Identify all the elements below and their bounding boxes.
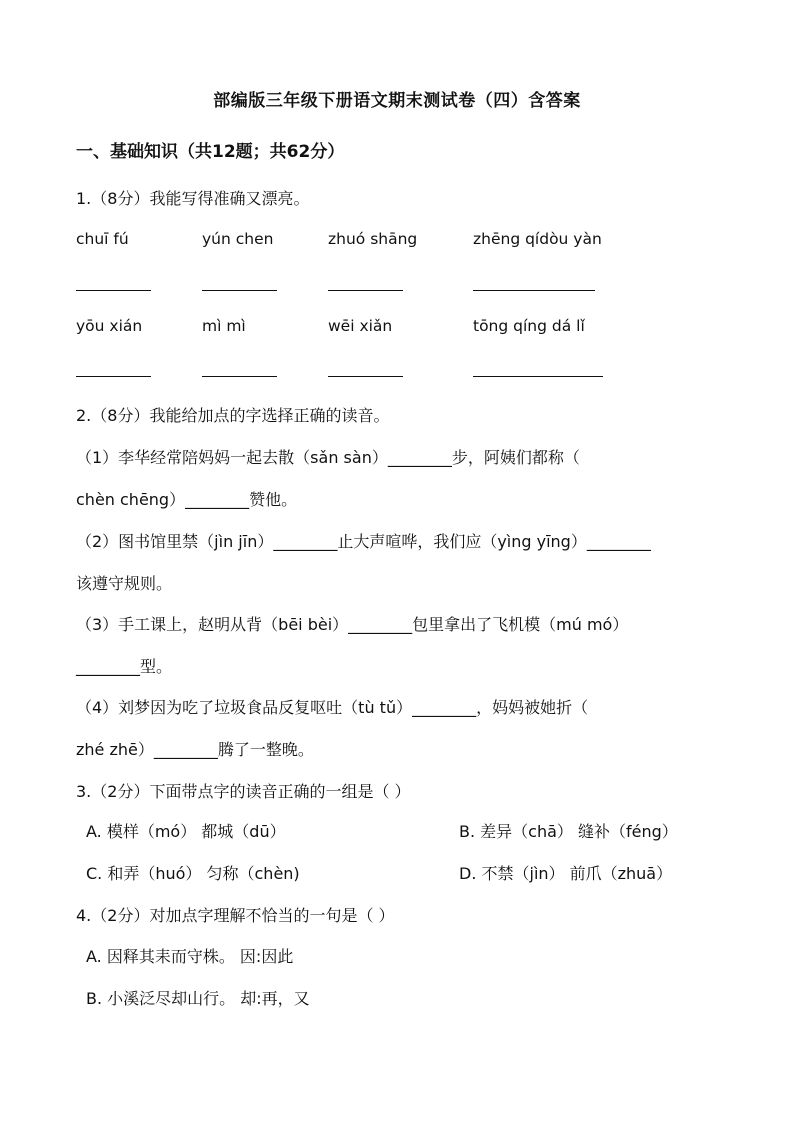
q1-pinyin-7: wēi xiǎn: [328, 317, 393, 335]
q3-option-b[interactable]: B. 差异（chā） 缝补（féng）: [459, 822, 678, 841]
q1-answer-blank-8[interactable]: [473, 376, 603, 377]
q2-item3-line2: ________型。: [76, 657, 173, 676]
q1-pinyin-2: yún chen: [202, 230, 274, 248]
q3-option-d[interactable]: D. 不禁（jìn） 前爪（zhuā）: [459, 864, 673, 883]
q4-option-b[interactable]: B. 小溪泛尽却山行。 却:再，又: [86, 989, 310, 1008]
q1-pinyin-6: mì mì: [202, 317, 246, 335]
q1-pinyin-3: zhuó shāng: [328, 230, 418, 248]
q2-item1-line2: chèn chēng）________赞他。: [76, 490, 298, 509]
q2-item4-line1: （4）刘梦因为吃了垃圾食品反复呕吐（tù tǔ）________，妈妈被她折（: [76, 698, 589, 717]
q1-answer-blank-7[interactable]: [328, 376, 403, 377]
q1-answer-blank-5[interactable]: [76, 376, 151, 377]
q2-stem: 2.（8分）我能给加点的字选择正确的读音。: [76, 406, 390, 425]
q3-option-c[interactable]: C. 和弄（huó） 匀称（chèn): [86, 864, 300, 883]
q3-option-a[interactable]: A. 模样（mó） 都城（dū）: [86, 822, 286, 841]
q2-item4-line2: zhé zhē）________腾了一整晚。: [76, 740, 314, 759]
q2-item2-line2: 该遵守规则。: [76, 574, 173, 593]
q4-stem: 4.（2分）对加点字理解不恰当的一句是（ ）: [76, 906, 395, 925]
q3-stem: 3.（2分）下面带点字的读音正确的一组是（ ）: [76, 782, 411, 801]
q1-stem: 1.（8分）我能写得准确又漂亮。: [76, 189, 310, 208]
q1-pinyin-4: zhēng qídòu yàn: [473, 230, 602, 248]
q1-answer-blank-2[interactable]: [202, 290, 277, 291]
q1-pinyin-5: yōu xián: [76, 317, 143, 335]
q2-item2-line1: （2）图书馆里禁（jìn jīn）________止大声喧哗，我们应（yìng yīng）________: [76, 532, 651, 551]
section-heading: 一、基础知识（共12题；共62分）: [76, 142, 345, 162]
q2-item1-line1: （1）李华经常陪妈妈一起去散（sǎn sàn）________步，阿姨们都称（: [76, 448, 580, 467]
page-title: 部编版三年级下册语文期末测试卷（四）含答案: [213, 91, 581, 111]
q1-answer-blank-3[interactable]: [328, 290, 403, 291]
q1-answer-blank-1[interactable]: [76, 290, 151, 291]
q1-answer-blank-4[interactable]: [473, 290, 595, 291]
q4-option-a[interactable]: A. 因释其耒而守株。 因:因此: [86, 947, 294, 966]
q1-answer-blank-6[interactable]: [202, 376, 277, 377]
q1-pinyin-1: chuī fú: [76, 230, 129, 248]
q2-item3-line1: （3）手工课上，赵明从背（bēi bèi）________包里拿出了飞机模（mú mó）: [76, 615, 629, 634]
q1-pinyin-8: tōng qíng dá lǐ: [473, 317, 585, 335]
